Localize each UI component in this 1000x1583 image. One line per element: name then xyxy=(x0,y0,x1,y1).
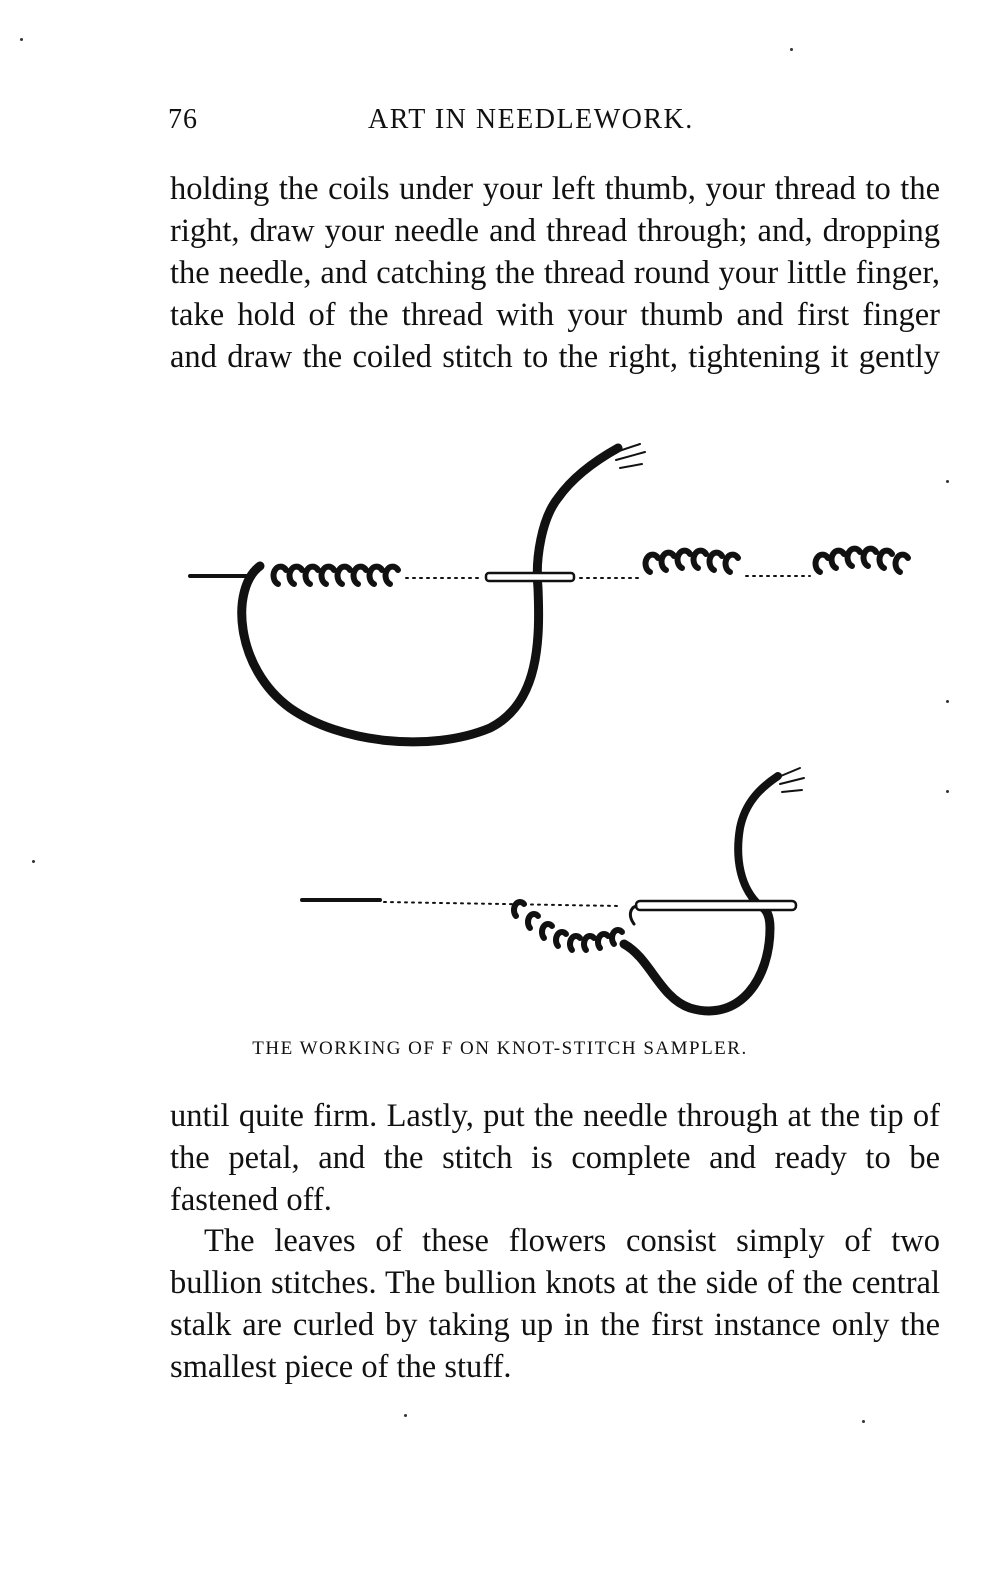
page-number: 76 xyxy=(168,104,198,135)
paper-speck xyxy=(790,48,793,51)
paper-speck xyxy=(946,790,949,793)
paper-speck xyxy=(946,700,949,703)
paper-speck xyxy=(32,860,35,863)
paragraph-leaves: The leaves of these flowers consist simply of two bullion stitches. The bullion knots at the side of the central stalk are curled by taking up in the first instance only the smallest piece of the stuff. xyxy=(170,1223,940,1385)
paper-speck xyxy=(946,480,949,483)
paper-speck xyxy=(862,1420,865,1423)
paragraph-continued: holding the coils under your left thumb, your thread to the right, draw your needle and thread through; and, dropping the needle, and catching the thread round your little finger, take hold of the thread with your thumb and first finger and draw the coiled stitch to the right, tightening it gently xyxy=(170,171,940,375)
paper-speck xyxy=(20,38,23,41)
paper-speck xyxy=(404,1414,407,1417)
running-title: ART IN NEEDLEWORK. xyxy=(368,104,694,135)
figure-caption: THE WORKING OF F ON KNOT-STITCH SAMPLER. xyxy=(252,1038,748,1059)
lower-stitch-diagram xyxy=(302,768,804,1011)
knot-stitch-illustration xyxy=(180,438,940,1038)
paragraph-conclusion: until quite firm. Lastly, put the needle through at the tip of the petal, and the stitch is complete and ready to be fastened off. xyxy=(170,1098,940,1218)
upper-stitch-diagram xyxy=(190,444,908,742)
